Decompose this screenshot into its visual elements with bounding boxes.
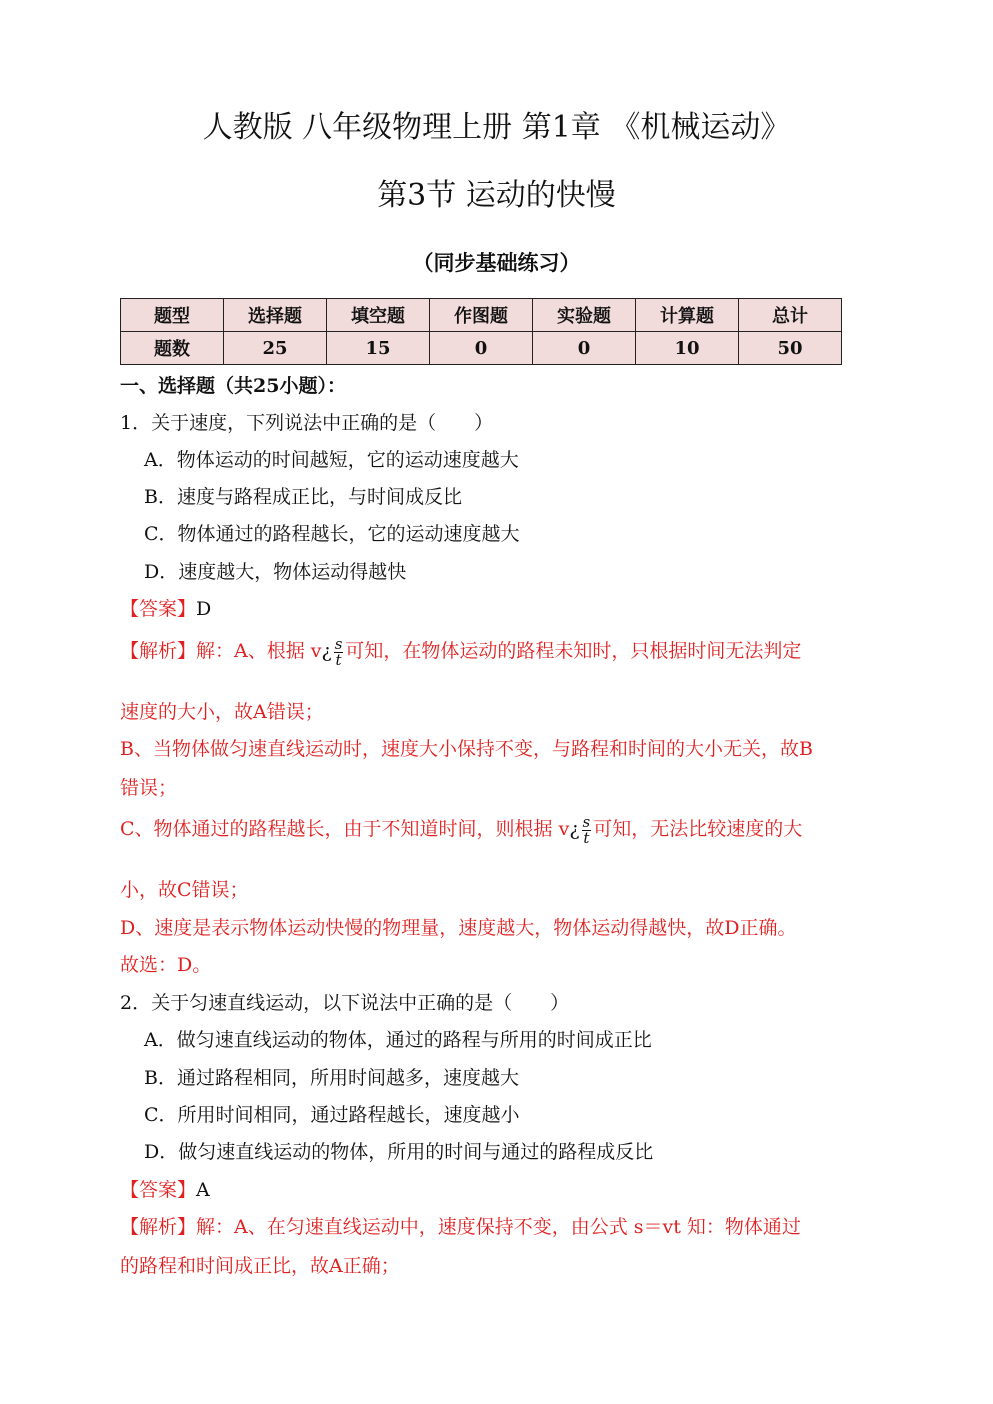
q2-option-c: C．所用时间相同，通过路程越长，速度越小 (144, 1104, 520, 1126)
q2-option-a: A．做匀速直线运动的物体，通过的路程与所用的时间成正比 (144, 1029, 652, 1051)
q1-option-a: A．物体运动的时间越短，它的运动速度越大 (144, 449, 519, 471)
q2-answer (120, 1175, 210, 1202)
stats-header-row (121, 299, 842, 332)
q1-analysis-b-cont: 错误； (120, 777, 178, 799)
q1-option-b: B．速度与路程成正比，与时间成反比 (144, 486, 462, 508)
analysis-text: 可知，无法比较速度的大 (593, 818, 803, 840)
stats-cell: 50 (739, 332, 842, 365)
fraction-numerator: s (334, 634, 343, 653)
stats-cell: 计算题 (636, 299, 739, 332)
q1-analysis-a (120, 636, 801, 668)
document-title: 人教版 八年级物理上册 第1章 《机械运动》 (202, 110, 791, 145)
q1-choice: 故选：D。 (120, 954, 212, 976)
stats-cell: 实验题 (533, 299, 636, 332)
stats-cell: 填空题 (327, 299, 430, 332)
analysis-text: C、物体通过的路程越长，由于不知道时间，则根据 v (120, 818, 570, 840)
section-title: 第3节 运动的快慢 (377, 178, 616, 213)
q1-option-d: D．速度越大，物体运动得越快 (144, 561, 407, 583)
analysis-tag: 【解析】 (120, 640, 197, 662)
q1-answer (120, 594, 211, 621)
stats-cell: 总计 (739, 299, 842, 332)
q2-stem: 2．关于匀速直线运动，以下说法中正确的是（ ） (120, 992, 570, 1014)
fraction-numerator: s (582, 812, 591, 831)
analysis-text: 解：A、根据 v (196, 640, 322, 662)
q1-analysis-c (120, 814, 802, 846)
q1-stem: 1．关于速度，下列说法中正确的是（ ） (120, 412, 494, 434)
stats-cell: 题数 (121, 332, 224, 365)
stats-cell: 作图题 (430, 299, 533, 332)
stats-cell: 0 (533, 332, 636, 365)
answer-value: A (196, 1179, 210, 1201)
analysis-text: 解：A、在匀速直线运动中，速度保持不变，由公式 s＝vt 知：物体通过 (196, 1216, 801, 1238)
answer-value: D (196, 598, 212, 620)
subtitle: （同步基础练习） (412, 250, 581, 275)
q2-option-b: B．通过路程相同，所用时间越多，速度越大 (144, 1067, 519, 1089)
answer-tag: 【答案】 (120, 598, 197, 620)
stats-cell: 15 (327, 332, 430, 365)
analysis-text: 可知，在物体运动的路程未知时，只根据时间无法判定 (345, 640, 802, 662)
speed-fraction (582, 812, 592, 847)
analysis-tag: 【解析】 (120, 1216, 197, 1238)
stats-count-row (121, 332, 842, 365)
stats-cell: 25 (224, 332, 327, 365)
stats-cell: 10 (636, 332, 739, 365)
unknown-glyph: ¿ (321, 640, 332, 662)
stats-cell: 0 (430, 332, 533, 365)
q1-analysis-d: D、速度是表示物体运动快慢的物理量，速度越大，物体运动得越快，故D正确。 (120, 917, 797, 939)
fraction-denominator: t (583, 828, 590, 847)
q2-analysis-a (120, 1212, 801, 1239)
stats-cell: 题型 (121, 299, 224, 332)
q1-analysis-a-cont: 速度的大小，故A错误； (120, 701, 324, 723)
q2-analysis-a-cont: 的路程和时间成正比，故A正确； (120, 1255, 400, 1277)
speed-fraction (334, 634, 344, 669)
unknown-glyph: ¿ (569, 818, 580, 840)
question-stats-table (120, 298, 842, 365)
q1-analysis-c-cont: 小，故C错误； (120, 879, 249, 901)
q2-option-d: D．做匀速直线运动的物体，所用的时间与通过的路程成反比 (144, 1141, 654, 1163)
stats-cell: 选择题 (224, 299, 327, 332)
fraction-denominator: t (335, 650, 342, 669)
part1-heading: 一、选择题（共25小题）： (120, 375, 346, 397)
answer-tag: 【答案】 (120, 1179, 197, 1201)
q1-option-c: C．物体通过的路程越长，它的运动速度越大 (144, 523, 520, 545)
q1-analysis-b: B、当物体做匀速直线运动时，速度大小保持不变，与路程和时间的大小无关，故B (120, 738, 813, 760)
